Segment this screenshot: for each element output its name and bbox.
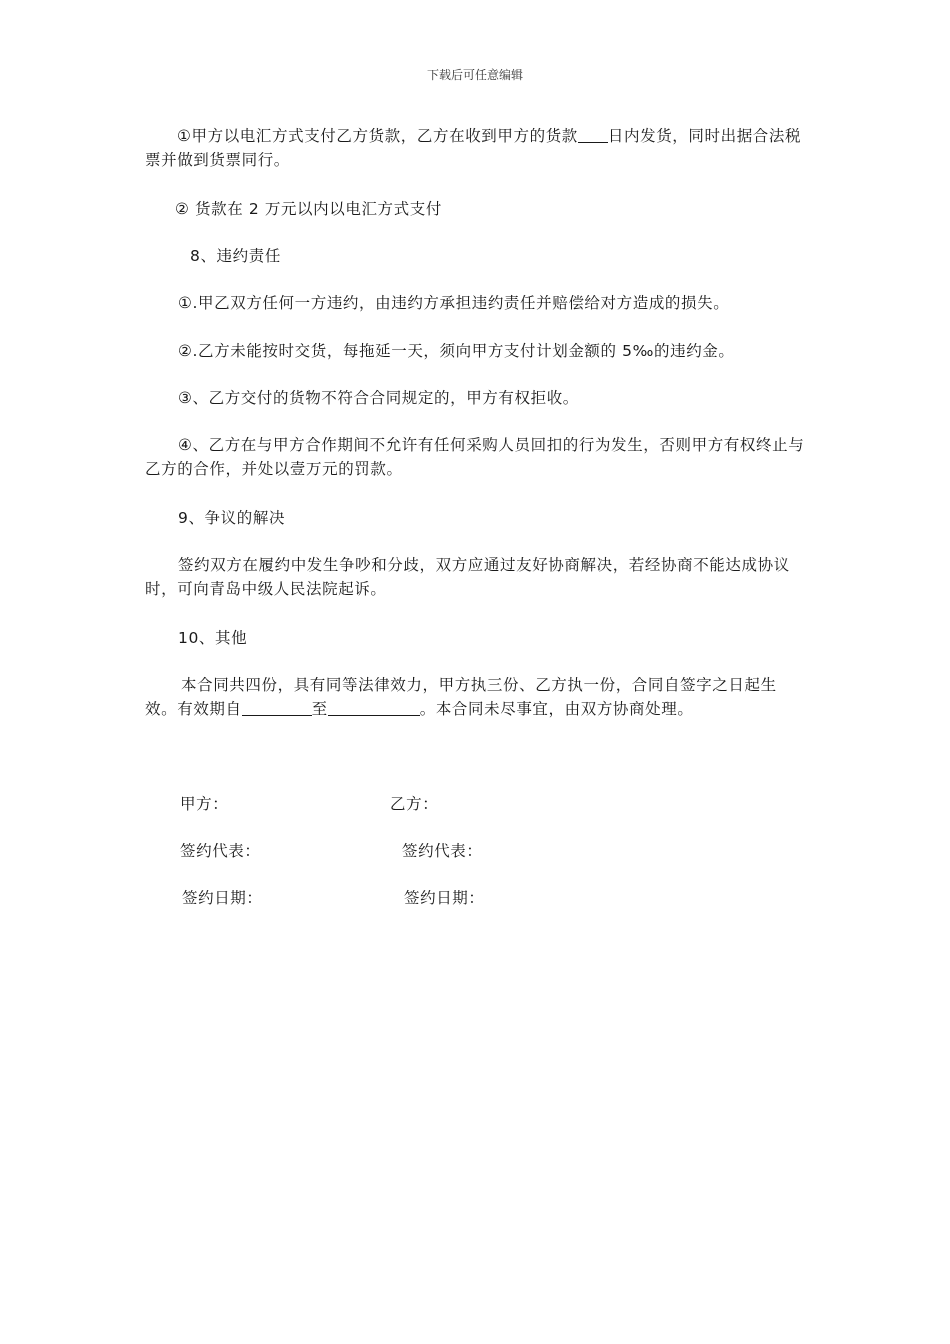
section-title-9: 9、争议的解决: [178, 509, 286, 527]
date-b-label: 签约日期：: [404, 889, 485, 907]
rep-a-label: 签约代表：: [180, 842, 261, 860]
clause-text: 日内发货，同时出据合法税票并做到货票同行。: [145, 127, 802, 169]
section-title-8: 8、违约责任: [190, 247, 281, 265]
clause-payment-1: [145, 124, 805, 172]
blank-end-date: [328, 699, 420, 716]
party-b-label: 乙方：: [390, 795, 439, 813]
section-title-10: 10、其他: [178, 629, 248, 647]
clause-other: [145, 673, 805, 721]
clause-payment-2: ② 货款在 2 万元以内以电汇方式支付: [175, 200, 442, 218]
clause-liability-3: ③、乙方交付的货物不符合合同规定的，甲方有权拒收。: [178, 389, 579, 407]
clause-text: 本合同共四份，具有同等法律效力，甲方执三份、乙方执一份，合同自签字之日起生效。有效期自: [145, 676, 777, 718]
clause-liability-4: ④、乙方在与甲方合作期间不允许有任何采购人员回扣的行为发生，否则甲方有权终止与乙方的合作，并处以壹万元的罚款。: [145, 436, 805, 478]
clause-text: 。本合同未尽事宜，由双方协商处理。: [419, 700, 694, 718]
page-header: 下载后可任意编辑: [426, 68, 523, 82]
date-a-label: 签约日期：: [182, 889, 263, 907]
clause-liability-1: ①.甲乙双方任何一方违约，由违约方承担违约责任并赔偿给对方造成的损失。: [178, 294, 730, 312]
party-a-label: 甲方：: [180, 795, 229, 813]
clause-text: 至: [311, 700, 328, 718]
blank-days: [578, 126, 608, 143]
rep-b-label: 签约代表：: [402, 842, 483, 860]
clause-dispute: 签约双方在履约中发生争吵和分歧，双方应通过友好协商解决，若经协商不能达成协议时，可向青岛中级人民法院起诉。: [145, 556, 790, 598]
clause-text: ①甲方以电汇方式支付乙方货款，乙方在收到甲方的货款: [177, 127, 578, 145]
clause-liability-2: ②.乙方未能按时交货，每拖延一天，须向甲方支付计划金额的 5‰的违约金。: [178, 342, 735, 360]
blank-start-date: [242, 699, 312, 716]
